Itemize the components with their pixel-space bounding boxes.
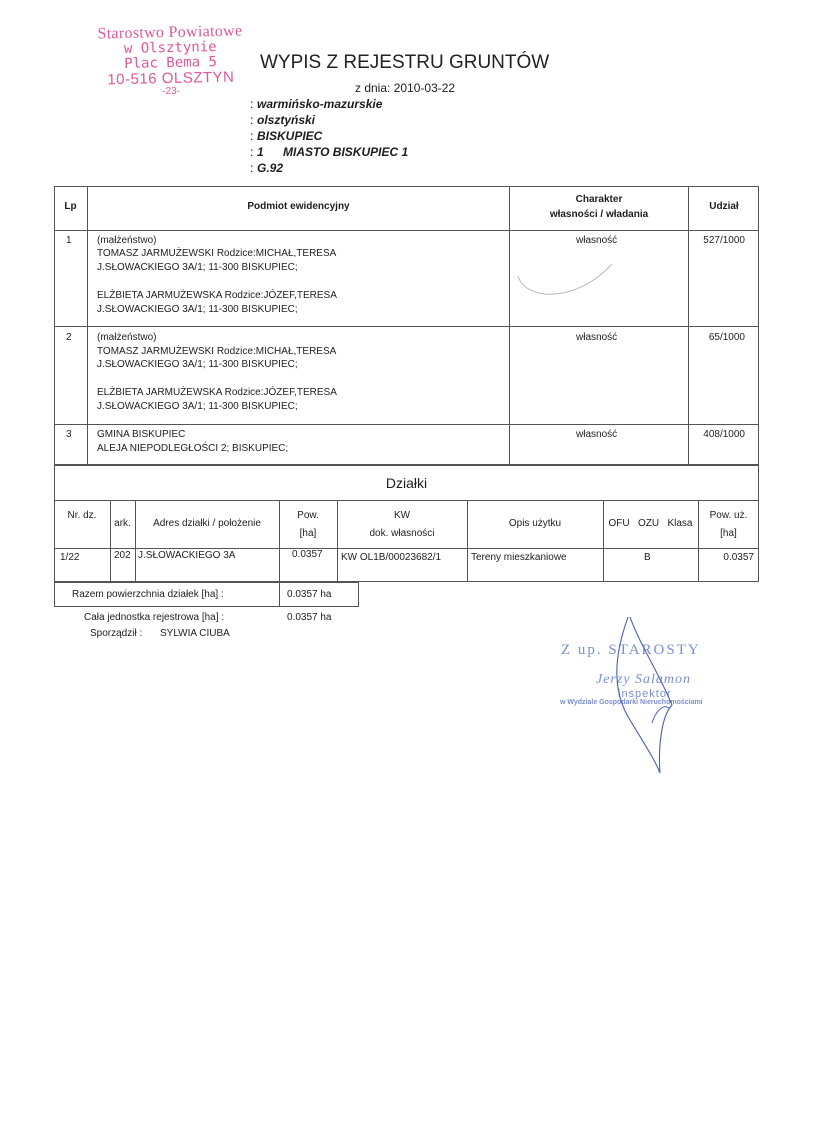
parcel-kw: KW OL1B/00023682/1 (341, 552, 442, 563)
owner-line: ALEJA NIEPODLEGŁOŚCI 2; BISKUPIEC; (97, 443, 289, 454)
table-divider (54, 326, 759, 327)
table-divider (54, 230, 759, 231)
table-divider (110, 500, 111, 582)
signature-stamp-name: Jerzy Salamon (596, 672, 692, 687)
header-udzial: Udział (709, 201, 739, 212)
stamp-line: 10-516 OLSZTYN (107, 68, 235, 89)
table-divider (279, 582, 280, 607)
obreb-name: MIASTO BISKUPIEC 1 (283, 145, 409, 159)
header-charakter-2: własności / władania (549, 209, 649, 220)
summary-unit-value: 0.0357 ha (287, 612, 332, 623)
header-klasa: Klasa (667, 518, 693, 529)
meta-value (257, 145, 408, 159)
header-pow-uz-2: [ha] (720, 528, 737, 539)
header-ark: ark. (114, 518, 131, 529)
meta-value: G.92 (257, 161, 284, 175)
table-divider (603, 500, 604, 582)
header-kw-2: dok. własności (369, 528, 435, 539)
summary-total-label: Razem powierzchnia działek [ha] : (72, 589, 224, 600)
signature-stamp-role: inspektor (618, 688, 672, 700)
signature-stamp-department: w Wydziale Gospodarki Nieruchomościami (560, 699, 703, 706)
meta-colon: : (250, 161, 254, 175)
parcel-pow: 0.0357 (292, 549, 323, 560)
meta-colon: : (250, 145, 254, 159)
owner-line: ELŻBIETA JARMUŻEWSKA Rodzice:JÓZEF,TERESA (97, 290, 337, 301)
summary-total-value: 0.0357 ha (287, 589, 332, 600)
section-title-dzialki: Działki (385, 475, 428, 491)
row-udzial: 65/1000 (708, 332, 745, 343)
meta-colon: : (250, 113, 254, 127)
pencil-mark (512, 258, 622, 306)
table-divider (467, 500, 468, 582)
owner-line: J.SŁOWACKIEGO 3A/1; 11-300 BISKUPIEC; (97, 262, 298, 273)
row-lp: 3 (66, 429, 72, 440)
header-ozu: OZU (637, 518, 660, 529)
meta-value: olsztyński (257, 113, 316, 127)
header-pow-2: [ha] (299, 528, 317, 539)
row-lp: 1 (66, 235, 72, 246)
parcel-adres: J.SŁOWACKIEGO 3A (138, 550, 236, 561)
office-stamp (77, 22, 263, 99)
meta-value: warmińsko-mazurskie (257, 97, 383, 111)
row-charakter: własność (576, 429, 618, 440)
table-divider (54, 424, 759, 425)
parcel-klasa: B (644, 552, 651, 563)
header-pow-1: Pow. (297, 510, 319, 521)
owner-line: J.SŁOWACKIEGO 3A/1; 11-300 BISKUPIEC; (97, 401, 298, 412)
table-divider (135, 500, 136, 582)
date-value: 2010-03-22 (393, 81, 456, 95)
summary-unit-label: Cała jednostka rejestrowa [ha] : (84, 612, 225, 623)
row-lp: 2 (66, 332, 72, 343)
owner-line: J.SŁOWACKIEGO 3A/1; 11-300 BISKUPIEC; (97, 359, 298, 370)
meta-colon: : (250, 129, 254, 143)
owner-line: (małżeństwo) (97, 235, 157, 246)
header-nr-dz: Nr. dz. (67, 510, 97, 521)
owner-line: J.SŁOWACKIEGO 3A/1; 11-300 BISKUPIEC; (97, 304, 298, 315)
owner-line: TOMASZ JARMUŻEWSKI Rodzice:MICHAŁ,TERESA (97, 346, 337, 357)
signature-stamp-title: Z up. STAROSTY (561, 642, 701, 658)
stamp-line: Plac Bema 5 (124, 54, 218, 72)
prepared-value: SYLWIA CIUBA (160, 628, 230, 639)
parcel-opis: Tereny mieszkaniowe (471, 552, 567, 563)
header-opis: Opis użytku (508, 518, 562, 529)
owner-line: GMINA BISKUPIEC (97, 429, 186, 440)
parcel-pow-uz: 0.0357 (723, 552, 754, 563)
header-ofu: OFU (608, 518, 630, 529)
parcel-ark: 202 (114, 550, 131, 561)
document-title: WYPIS Z REJESTRU GRUNTÓW (260, 52, 550, 73)
table-divider (54, 500, 759, 501)
row-charakter: własność (576, 332, 618, 343)
header-ofu-ozu-klasa (603, 516, 698, 532)
handwritten-signature (600, 605, 680, 780)
row-udzial: 408/1000 (703, 429, 745, 440)
date-label: z dnia: (355, 81, 391, 95)
header-lp: Lp (64, 201, 77, 212)
document-date (355, 81, 455, 95)
header-charakter-1: Charakter (575, 194, 623, 205)
header-podmiot: Podmiot ewidencyjny (247, 201, 350, 212)
stamp-line: -23- (162, 85, 181, 98)
header-kw-1: KW (393, 510, 411, 521)
prepared-label: Sporządził : (90, 628, 143, 639)
owner-line: TOMASZ JARMUŻEWSKI Rodzice:MICHAŁ,TERESA (97, 248, 337, 259)
row-udzial: 527/1000 (703, 235, 745, 246)
header-pow-uz-1: Pow. uż. (709, 510, 748, 521)
owner-line: (małżeństwo) (97, 332, 157, 343)
parcel-nr: 1/22 (60, 552, 80, 563)
meta-colon: : (250, 97, 254, 111)
row-charakter: własność (576, 235, 618, 246)
stamp-line: Starostwo Powiatowe (97, 22, 243, 43)
header-adres: Adres działki / położenie (153, 518, 261, 529)
meta-value: BISKUPIEC (257, 129, 323, 143)
owner-line: ELŻBIETA JARMUŻEWSKA Rodzice:JÓZEF,TERESA (97, 387, 337, 398)
obreb-number: 1 (257, 145, 264, 159)
stamp-line: w Olsztynie (123, 39, 217, 57)
